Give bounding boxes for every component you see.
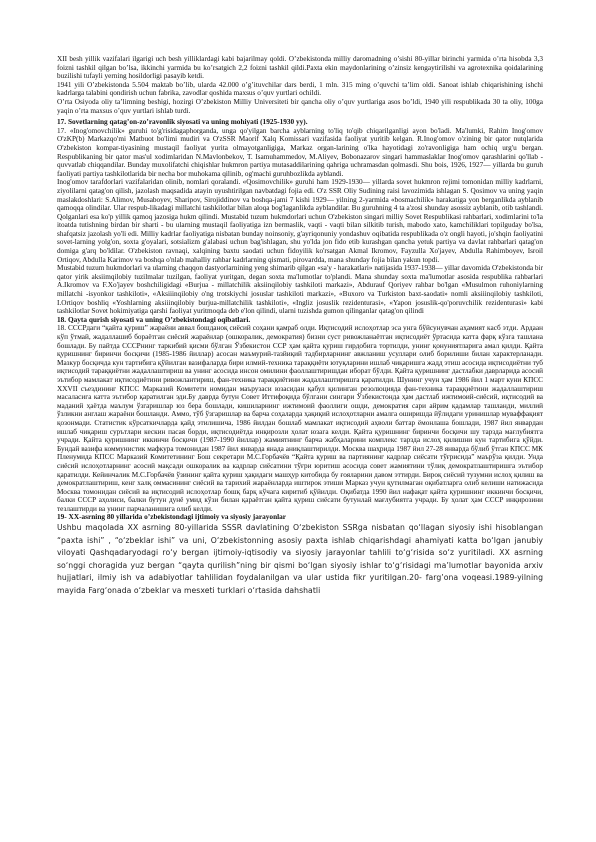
section-17-heading: 17. Sovetlarning qatag’on-zo’ravonlik siyosati va uning mohiyati (1925-1930 yy).: [57, 117, 308, 127]
intro-text: XII besh yillik vazifalari ilgarigi uch besh yilliklardagi kabi bajarilmay qoldi. O’zbekistonda milliy daromadning o’sishi 80-yillar birinchi yarmida o’rta hisobda 3,3 foizni tashkil qilgan bo’lsa, ikkinchi yarmida bu ko’rsatgich 2,2 foizni tashkil qildi.Paxta ekin maydonlarining o’zinsiz kengaytirilishi va agrotexnika qoidalarining buzilishi tufayli yerning hosildorligi pasayib ketdi. 1941 yili O’zbekistonda 5.504 maktab bo’lib, ularda 42.000 o’g’ituvchilar dars berdi, 1 mln. 315 ming o’quvchi ta’lim oldi. Sanoat ishlab chiqarishining ishchi kadrlarga talabini qondirish uchun fabrika, zavodlar qoshida maxsus o’quv yurtlari ochildi. O’rta Osiyoda oliy ta’limning beshigi, hozirgi O’zbekiston Milliy Universiteti bir qancha oliy o’quv yurtlariga asos bo’ldi, 1940 yili respublikada 30 ta oliy, 100ga yaqin o’rta maxsus o’quv yurtlari ishlab turdi.: [57, 55, 543, 115]
section-19-heading: 19- XX-asrning 80 yillarida o’zbekistondagi ijtimoiy va siyosiy jarayonlar: [57, 512, 287, 522]
document-page: [57, 55, 543, 598]
section-18-heading: 18. Qayta qurish siyosati va uning O’zbekistondagi oqibatlari.: [57, 314, 251, 324]
section-17-text: 17. «Inog'omovchilik» guruhi to'g'risidagaphorganda, unga qo'yilgan barcha ayblarning to'liq to'qib chiqarilganligi ayon bo'ladi. Ma'lumki, Rahim Inog'omov O'zKP(b) Markazqo'mi Matbuot bo'limi mudiri va O'zSSR Maorif Xalq Komissari vazifasida faoliyat yuritib kelgan. R.Inog'omov o'zining bir qator nutqlarida O'zbekiston kompar-tiyasining mustaqil faoliyat yurita olmayotganligiga, Markaz organ-larining o'lka hayotidagi zo'ravonligiga ham ochiq urg'u bergan. Respublikaning bir qator mas'ul xodimlaridan N.Mavlonbekov, T. Isamuhammedov, M.Aliyev, Bobonazarov singari hammaslaklar Inog'omov qarashlarini qo'llab - quvvatlab chiqqandilar. Bunday muxolifatchi chiqishlar hukmron partiya mutasaddilarining qahriga uchramasdan qolmasdi. Shu bois, 1926, 1927— yillarda bu guruh faoliyati partiya tashkilotlarida bir necha bor muhokama qilinib, og'machi guruhbozlikda ayblandi. Inog'omov tarafdorlari vazifalaridan olinib, nomlari qoralandi. «Qosimovchilik» guruhi ham 1929-1930— yillarda sovet hukmron rejimi tomonidan milliy kadrlarni, ziyolilarni qatag'on qilish, jazolash maqsadida atayin uyushtirilgan navbatdagi fojia edi. O'z SSR Oliy Sudining raisi lavozimida ishlagan S. Qosimov va uning yaqin maslakdoshlari: S.Alimov, Musaboyev, Sharipov, Sirojiddinov va boshqa-jami 7 kishi 1929— yilning 2-yarmida «bosmachilik» harakatiga yon berganlikda ayblanib qamoqqa olindilar. Ular respub-likadagi millatchi tashkilotlar bilan aloqa bog'laganlikda ayblandilar. Bu guruhning 4 ta a'zosi shunday asossiz ayblanib, otib tashlandi. Qolganlari esa ko'p yillik qamoq jazosiga hukm qilindi. Mustabid tuzum hukmdorlari uchun O'zbekiston singari milliy Sovet Respublikasi rahbarlari, xodimlarini to'la itoatda tutishning birdan bir sharti - bu ularning mustaqil faoliyatiga izn bermaslik, vaqti - vaqti bilan silkitib turish, mabodo xato, kamchiliklari topilguday bo'lsa, shafqatsiz jazolash yo'li edi. Milliy kadrlar faoliyatiga nisbatan bunday noinsoniy, g'ayriqonuniy yondashuv oqibatida respublikada o'z ongli hayoti, jo'shqin faoliyatini sovet-larning yolg'on, soxta g'oyalari, sotsializm g'alabasi uchun bag'ishlagan, shu yo'lda jon fido etib kurashgan qancha yetuk partiya va davlat rahbarlari qatag'on domiga g'arq bo'ldilar. O'zbekiston ravnaqi, xalqining baxtu saodati uchun fidoyilik ko'rsatgan Akmal Ikromov, Fayzulla Xo'jayev, Abdulla Rahimboyev, Isroil Ortiqov, Abdulla Karimov va boshqa o'nlab mahalliy rahbar kadrlarning qismati, pirovardda, mana shunday fojia bilan yakun topdi. Mustabid tuzum hukmdorlari va ularning chaqqon dastyorlarnining yeng shimarib qilgan «sa'y - harakatlari» natijasida 1937-1938— yillar davomida O'zbekistonda bir qator yirik aksiimqilobiy tuzilmalar tuzilgan, faoliyat yuritgan, degan soxta ma'lumotlar to'plandi. Mana shunday soxta ma'lumotlar asosida respublika rahbarlari A.Ikromov va F.Xo'jayev boshchiligidagi «Burjua - millatchilik aksiinqilobiy tashkiloti markazi», Abdurauf Qoriyev rahbar bo'lgan «Musulmon ruhoniylarning millatchi -isyonkor tashkiloti», «Aksiiinqilobiy o'ng trotskiychi josuslar tashkiloti markazi», «Buxoro va Turkiston baxt-saodati» nomli aksiiinqilobiy tashkiloti, I.Ortiqov boshliq «Yoshlarning aksiiinqilobiy burjua-millatchilik tashkiloti», «Ingliz josuslik rezidenturasi», «Yapon josuslik-qo'poruvchilik rezidenturasi» kabi tashkilotlar Sovet hokimiyatiga qarshi faoliyat yuritmoqda deb e'lon qilindi, ularni tuzishda gumon qilinganlar qatag'on qilindi: [57, 126, 543, 316]
section-18-text: 18. СССРдаги “қайта қуриш” жараёни аввал бошданоқ сиёсий соҳани қамраб олди. Иқтисодий ислоҳотлар эса унга бўйсунувчан аҳамият касб этди. Ардаан кўп ўтмай, жадаллашиб бораётган сиёсий жараёнлар (ошкоралик, демократия) бизни суст ривожланаётган иқтисодиёт ўртасида катта фарқ кўзга ташлана бошлади. Бу пайтда СССРнинг таркибий қисми бўлган Ўзбекистон ССР ҳам қайта қуриш гирдобига тортилди, унинг қонуниятларига амал қилди. Қайта қуришнинг биринчи босқичи (1985-1986 йиллар) асосан маъмурий-тазйиқий тадбирларнинг авжланиш усуллари олиб борилиши билан характерланади. Мазкур босқичда кун тартибига қўйилган вазифаларда бири илмий-техника тараққиёти ютуқларини ишлаб чиқаришга жадд этиш асосида иқтисодиётни туб иқтисодий тараққиётни жадаллаштириш ва унинг асосида инсон омилини фаоллаштиришдан иборат бўлди. Қайта қуришнинг дастлабки даврларида асосий эътибор мамлакат иқтисодиётини ривожлантириш, фан-техника тараққиётини жадаллаштиришга қаратилди. Шунинг учун ҳам 1986 йил 1 март куни КПСС XXVII съездининг КПСС Марказий Комитети номидан маърузаси юзасидан қабул қилинган резолюцияда фан-техника тараққиётини жадаллаштириш масаласига катта эътибор қаратилган эди.Бу даврда бутун Совет Иттифоқида бўлгани сингари Ўзбекистонда ҳам дастлаб ижтимоий-сиёсий, иқтисодий ва маданий ҳаётда маълум ўзгаришлар юз бера бошлади, кишиларнинг ижтимоий фаоллиги ошди, демократия сари айрим қадамлар ташланди, миллий ўзликни англаш жараёни бошланди. Аммо, тўб ўзгаришлар ва барча соҳаларда ҳақиқий ислоҳотларни амалга оширишда йўлидаги уринишлар муваффақият қозонмади. Статистик кўрсаткичларда қайд этилишича, 1986 йилдан бошлаб мамлакат иқтисодий аҳволи баттар ёмонлаша бошлади, 1987 йил январдан ишлаб чиқариш сурътлари кескин пасая борди, иқтисодиётда инқирозли ҳолат юзага келди. Қайта қуришнинг биринчи босқичи шу тарзда мағлубиятга учради. Қайта қуришнинг иккинчи босқичи (1987-1990 йиллар) жамиятнинг барча жабҳаларини комплекс тарзда ислоҳ қилишни кун тартибига қўйди. Бундай вазифа коммунистик мафкура томонидан 1987 йил январда янада аниқлаштирилди. Москва шаҳрида 1987 йил 27-28 январда бўлиб ўтган КПСС МК Пленумида КПСС Марказий Комитетининг Бош секретари М.С.Горбачёв “Қайта қуриш ва партиянинг кадрлар сиёсати тўғрисида” маърўза қилди. Унда сиёсий ислоҳотларнинг асосий мақсади ошкоралик ва кадрлар сиёсатини тўғри юритиш асосида совет жамиятини тўлиқ демократлаштиришга эътибор қаратилди. Кейинчалик М.С.Горбачёв ўзининг қайта қуриш ҳақидаги машҳур китобида бу ғояларини давом эттирди. Бироқ сиёсий тузумни ислоҳ қилиш ва демократлаштириш, кенг халқ оммасининг сиёсий ва тарихий жараёнларда иштирок этиши Марказ учун қутилмаган оқибатларга олиб келиши натижасида Москва томонидан сиёсий ва иқтисодий ислоҳотлар бошқ барқ кўчага киритиб қўйилди. Оқибатда 1990 йил нафақат қайта қуришнинг иккинчи босқичи, балки СССР аҳолиси, балки бутун дунё умид кўзи билан қараётган қайта қуриш сиёсати бутунлай мағлубиятга учради. Бу ҳолат ҳам СССР инқирозини тезлаштирди ва унинг парчаланишига олиб келди.: [57, 324, 543, 513]
section-19-text: Ushbu maqolada XX asrning 80-yillarida SSSR davlatining O‘zbekiston SSRga nisbatan qo‘llagan siyosiy ishi hisoblangan “paxta ishi” , “o‘zbeklar ishi” va uni, O‘zbekistonning asosiy paxta ishlab chiqarishdagi ahamiyati katta bo‘lgan janubiy viloyati Qashqadaryodagi ro‘y bergan ijtimoiy-iqtisodiy va siyosiy jarayonlar tahlili to‘g‘risida so‘z yuritiladi. XX asrning so‘nggi choragida yuz bergan “qayta qurilish”ning bir qismi bo‘lgan siyosiy ishlar to‘g‘risidagi ma’lumotlar bayonida arxiv hujjatlari, ilmiy ish va adabiyotlar tahlilidan foydalanilgan va ular ustida fikr yuritilgan.20- farg’ona voqeasi.1989-yilning mayida Farg‘onada o‘zbeklar va mesxeti turklari o‘rtasida dahshatli: [57, 523, 543, 596]
